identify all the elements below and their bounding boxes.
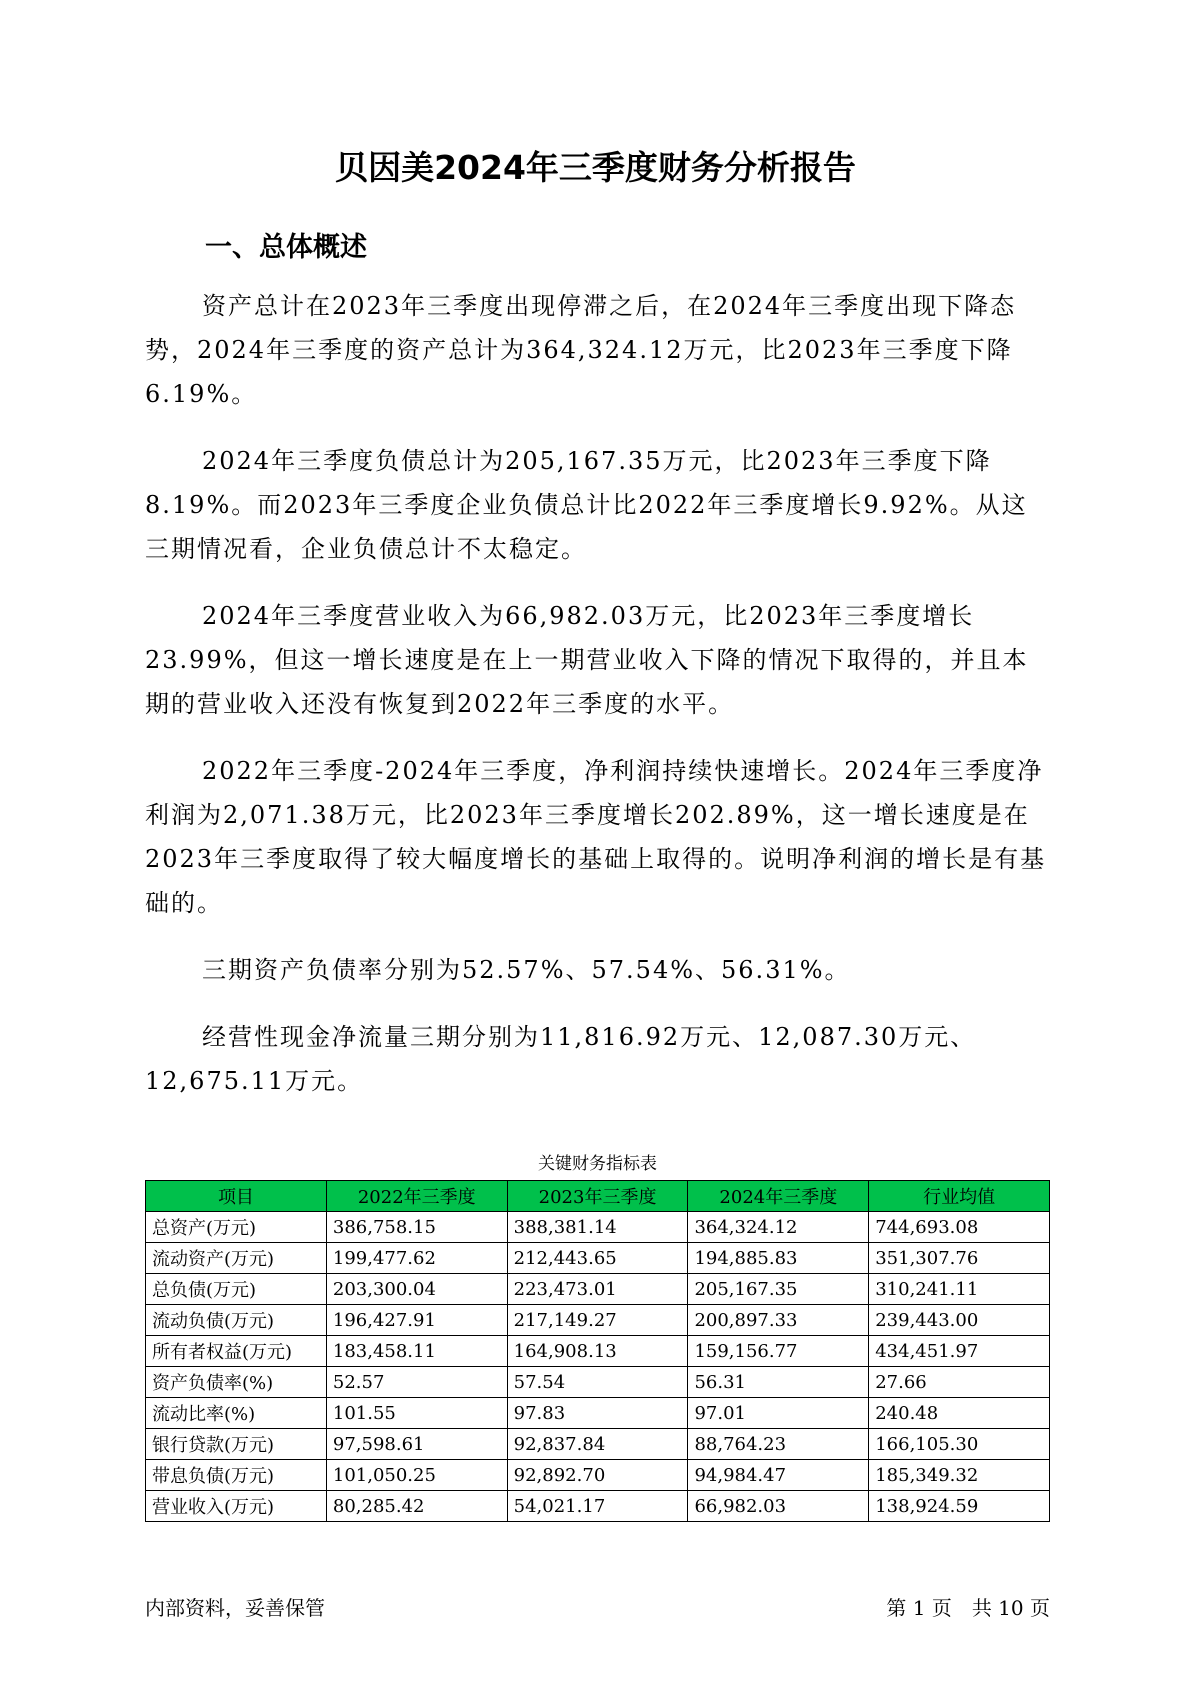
table-cell: 97.83: [507, 1398, 688, 1429]
header-2023-q3: 2023年三季度: [507, 1181, 688, 1212]
section-heading: 一、总体概述: [205, 232, 367, 263]
table-cell: 164,908.13: [507, 1336, 688, 1367]
key-financial-metrics-table: [145, 1180, 1050, 1522]
table-cell: 223,473.01: [507, 1274, 688, 1305]
table-caption: 关键财务指标表: [538, 1154, 657, 1174]
table-cell: 199,477.62: [326, 1243, 507, 1274]
table-row: [146, 1367, 1050, 1398]
table-cell: 239,443.00: [869, 1305, 1050, 1336]
table-cell: 203,300.04: [326, 1274, 507, 1305]
table-cell: 185,349.32: [869, 1460, 1050, 1491]
table-cell: 205,167.35: [688, 1274, 869, 1305]
paragraph-assets: 资产总计在2023年三季度出现停滞之后，在2024年三季度出现下降态势，2024年三季度的资产总计为364,324.12万元，比2023年三季度下降6.19%。: [145, 292, 1017, 408]
table-row: [146, 1274, 1050, 1305]
table-cell: 744,693.08: [869, 1212, 1050, 1243]
table-cell: 66,982.03: [688, 1491, 869, 1522]
document-title: 贝因美2024年三季度财务分析报告: [335, 148, 856, 187]
table-cell: 434,451.97: [869, 1336, 1050, 1367]
table-cell: 88,764.23: [688, 1429, 869, 1460]
footer-page-number: 第 1 页 共 10 页: [886, 1596, 1050, 1620]
table-cell: 92,837.84: [507, 1429, 688, 1460]
table-cell: 196,427.91: [326, 1305, 507, 1336]
table-cell: 52.57: [326, 1367, 507, 1398]
table-cell: 364,324.12: [688, 1212, 869, 1243]
table-cell: 166,105.30: [869, 1429, 1050, 1460]
paragraph-debt-ratio: 三期资产负债率分别为52.57%、57.54%、56.31%。: [202, 956, 851, 984]
row-label: 所有者权益(万元): [146, 1336, 327, 1367]
row-label: 流动资产(万元): [146, 1243, 327, 1274]
table-row: [146, 1429, 1050, 1460]
table-cell: 388,381.14: [507, 1212, 688, 1243]
table-cell: 101,050.25: [326, 1460, 507, 1491]
table-cell: 80,285.42: [326, 1491, 507, 1522]
table-row: [146, 1460, 1050, 1491]
table-cell: 92,892.70: [507, 1460, 688, 1491]
table-cell: 101.55: [326, 1398, 507, 1429]
table-cell: 212,443.65: [507, 1243, 688, 1274]
paragraph-revenue: 2024年三季度营业收入为66,982.03万元，比2023年三季度增长23.99%，但这一增长速度是在上一期营业收入下降的情况下取得的，并且本期的营业收入还没有恢复到2022年三季度的水平。: [145, 602, 1029, 718]
table-cell: 54,021.17: [507, 1491, 688, 1522]
row-label: 银行贷款(万元): [146, 1429, 327, 1460]
table-header-row: [146, 1181, 1050, 1212]
table-row: [146, 1491, 1050, 1522]
row-label: 总资产(万元): [146, 1212, 327, 1243]
footer-confidential-note: 内部资料，妥善保管: [145, 1596, 325, 1620]
table-cell: 97.01: [688, 1398, 869, 1429]
table-cell: 159,156.77: [688, 1336, 869, 1367]
table-cell: 56.31: [688, 1367, 869, 1398]
table-cell: 97,598.61: [326, 1429, 507, 1460]
row-label: 资产负债率(%): [146, 1367, 327, 1398]
paragraph-net-profit: 2022年三季度-2024年三季度，净利润持续快速增长。2024年三季度净利润为2,071.38万元，比2023年三季度增长202.89%，这一增长速度是在2023年三季度取得了较大幅度增长的基础上取得的。说明净利润的增长是有基础的。: [145, 757, 1047, 917]
table-cell: 310,241.11: [869, 1274, 1050, 1305]
table-cell: 194,885.83: [688, 1243, 869, 1274]
row-label: 流动负债(万元): [146, 1305, 327, 1336]
table-cell: 94,984.47: [688, 1460, 869, 1491]
table-cell: 27.66: [869, 1367, 1050, 1398]
table-row: [146, 1336, 1050, 1367]
row-label: 营业收入(万元): [146, 1491, 327, 1522]
paragraph-liabilities: 2024年三季度负债总计为205,167.35万元，比2023年三季度下降8.19%。而2023年三季度企业负债总计比2022年三季度增长9.92%。从这三期情况看，企业负债总计不太稳定。: [145, 447, 1028, 563]
table-cell: 240.48: [869, 1398, 1050, 1429]
table-cell: 57.54: [507, 1367, 688, 1398]
header-industry-average: 行业均值: [869, 1181, 1050, 1212]
table-row: [146, 1305, 1050, 1336]
row-label: 流动比率(%): [146, 1398, 327, 1429]
header-2022-q3: 2022年三季度: [326, 1181, 507, 1212]
table-cell: 351,307.76: [869, 1243, 1050, 1274]
table-cell: 386,758.15: [326, 1212, 507, 1243]
row-label: 总负债(万元): [146, 1274, 327, 1305]
table-row: [146, 1212, 1050, 1243]
table-cell: 217,149.27: [507, 1305, 688, 1336]
table-cell: 200,897.33: [688, 1305, 869, 1336]
table-row: [146, 1243, 1050, 1274]
table-cell: 138,924.59: [869, 1491, 1050, 1522]
table-row: [146, 1398, 1050, 1429]
paragraph-cash-flow: 经营性现金净流量三期分别为11,816.92万元、12,087.30万元、12,675.11万元。: [145, 1023, 977, 1095]
table-cell: 183,458.11: [326, 1336, 507, 1367]
row-label: 带息负债(万元): [146, 1460, 327, 1491]
header-2024-q3: 2024年三季度: [688, 1181, 869, 1212]
header-item: 项目: [146, 1181, 327, 1212]
overview-body: [145, 284, 1050, 1126]
